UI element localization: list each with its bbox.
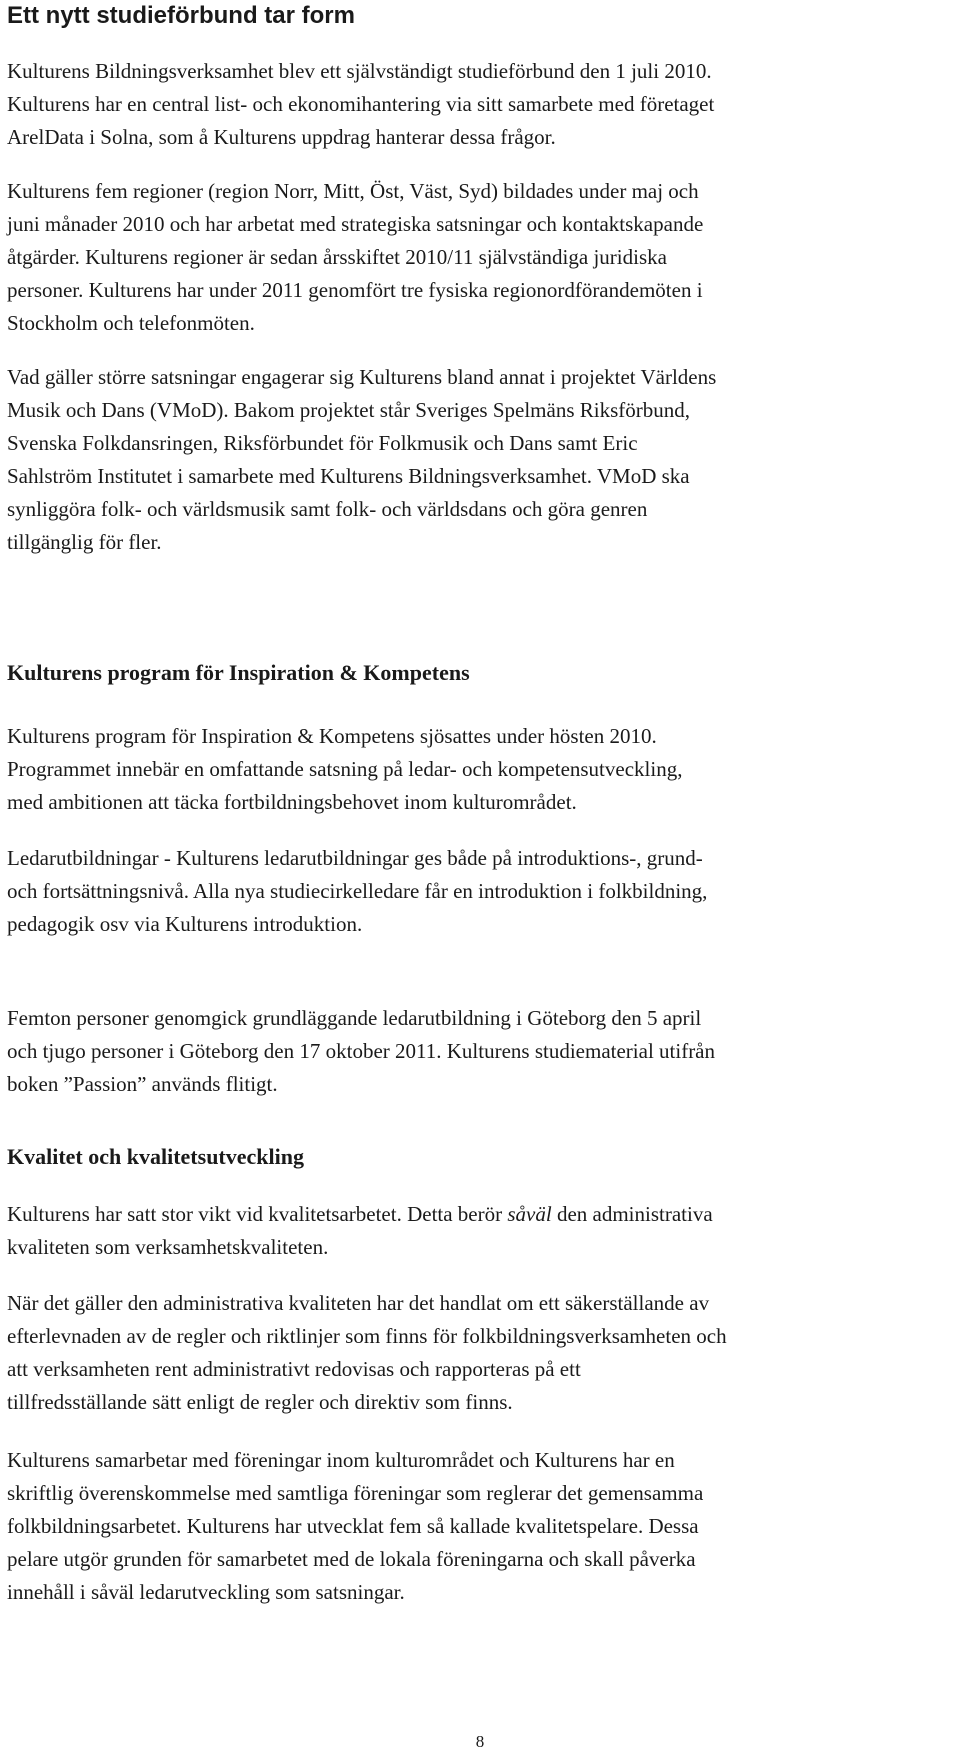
paragraph-studieforbund [7, 55, 953, 154]
text-line: Kulturens program för Inspiration & Kompetens sjösattes under hösten 2010. [7, 724, 657, 748]
text-line: skriftlig överenskommelse med samtliga föreningar som reglerar det gemensamma [7, 1481, 704, 1505]
text-line: personer. Kulturens har under 2011 genomfört tre fysiska regionordförandemöten i [7, 278, 703, 302]
text-line: Musik och Dans (VMoD). Bakom projektet står Sveriges Spelmäns Riksförbund, [7, 398, 691, 422]
text-line: Programmet innebär en omfattande satsning på ledar- och kompetensutveckling, [7, 757, 683, 781]
paragraph-regioner [7, 175, 953, 340]
text-line: Femton personer genomgick grundläggande ledarutbildning i Göteborg den 5 april [7, 1006, 702, 1030]
text-line: med ambitionen att täcka fortbildningsbehovet inom kulturområdet. [7, 790, 577, 814]
text-line: Kulturens samarbetar med föreningar inom kulturområdet och Kulturens har en [7, 1448, 675, 1472]
text-segment: Kulturens har satt stor vikt vid kvalitetsarbetet. Detta berör [7, 1202, 508, 1226]
text-line: pedagogik osv via Kulturens introduktion. [7, 912, 363, 936]
paragraph-femton-personer [7, 1002, 953, 1101]
text-line: Kulturens Bildningsverksamhet blev ett självständigt studieförbund den 1 juli 2010. [7, 59, 712, 83]
paragraph-ledarutbildningar [7, 842, 953, 941]
text-line: pelare utgör grunden för samarbetet med de lokala föreningarna och skall påverka [7, 1547, 696, 1571]
heading-program: Kulturens program för Inspiration & Kompetens [7, 660, 470, 685]
paragraph-kvalitetsarbete [7, 1198, 953, 1264]
heading-kvalitet: Kvalitet och kvalitetsutveckling [7, 1144, 304, 1169]
text-line: Kulturens fem regioner (region Norr, Mitt, Öst, Väst, Syd) bildades under maj och [7, 179, 699, 203]
text-line: ArelData i Solna, som å Kulturens uppdrag hanterar dessa frågor. [7, 125, 556, 149]
text-line: efterlevnaden av de regler och riktlinjer som finns för folkbildningsverksamheten och [7, 1324, 727, 1348]
emphasis-text: såväl [507, 1202, 552, 1226]
text-line: När det gäller den administrativa kvaliteten har det handlat om ett säkerställande av [7, 1291, 710, 1315]
text-line: och fortsättningsnivå. Alla nya studiecirkelledare får en introduktion i folkbildning, [7, 879, 708, 903]
text-line [7, 1198, 953, 1231]
text-line: Kulturens har en central list- och ekonomihantering via sitt samarbete med företaget [7, 92, 715, 116]
text-line: tillfredsställande sätt enligt de regler och direktiv som finns. [7, 1390, 513, 1414]
page-number: 8 [475, 1732, 485, 1751]
text-line: Ledarutbildningar - Kulturens ledarutbildningar ges både på introduktions-, grund- [7, 846, 703, 870]
text-line: Svenska Folkdansringen, Riksförbundet för Folkmusik och Dans samt Eric [7, 431, 638, 455]
paragraph-vmod [7, 361, 953, 559]
text-line: synliggöra folk- och världsmusik samt folk- och världsdans och göra genren [7, 497, 648, 521]
text-line: kvaliteten som verksamhetskvaliteten. [7, 1235, 329, 1259]
paragraph-foreningar [7, 1444, 953, 1609]
text-line: boken ”Passion” används flitigt. [7, 1072, 278, 1096]
text-segment: den administrativa [551, 1202, 713, 1226]
text-line: Vad gäller större satsningar engagerar sig Kulturens bland annat i projektet Världens [7, 365, 717, 389]
page-title: Ett nytt studieförbund tar form [7, 2, 355, 29]
text-line: tillgänglig för fler. [7, 530, 162, 554]
text-line: och tjugo personer i Göteborg den 17 oktober 2011. Kulturens studiematerial utifrån [7, 1039, 716, 1063]
text-line: Stockholm och telefonmöten. [7, 311, 255, 335]
text-line: folkbildningsarbetet. Kulturens har utvecklat fem så kallade kvalitetspelare. Dessa [7, 1514, 699, 1538]
text-line: juni månader 2010 och har arbetat med strategiska satsningar och kontaktskapande [7, 212, 704, 236]
paragraph-program [7, 720, 953, 819]
paragraph-administrativ-kvalitet [7, 1287, 953, 1419]
text-line: åtgärder. Kulturens regioner är sedan årsskiftet 2010/11 självständiga juridiska [7, 245, 667, 269]
text-line: innehåll i såväl ledarutveckling som satsningar. [7, 1580, 405, 1604]
text-line: att verksamheten rent administrativt redovisas och rapporteras på ett [7, 1357, 581, 1381]
text-line: Sahlström Institutet i samarbete med Kulturens Bildningsverksamhet. VMoD ska [7, 464, 690, 488]
